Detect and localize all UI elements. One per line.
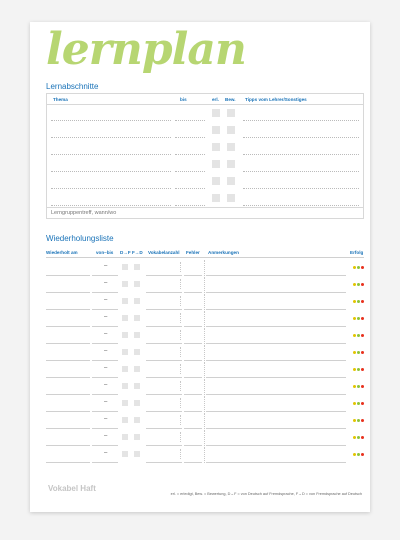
table-row — [46, 260, 364, 276]
erfolg-rating[interactable] — [352, 419, 364, 422]
d-to-f-checkbox[interactable] — [122, 264, 128, 270]
table-row — [47, 122, 363, 138]
erfolg-rating[interactable] — [352, 368, 364, 371]
erfolg-dot-icon[interactable] — [357, 402, 360, 405]
range-dash: – — [104, 263, 108, 269]
erfolg-dot-icon[interactable] — [357, 436, 360, 439]
d-to-f-checkbox[interactable] — [122, 332, 128, 338]
table-row — [46, 447, 364, 463]
erfolg-dot-icon[interactable] — [353, 368, 356, 371]
erfolg-dot-icon[interactable] — [357, 266, 360, 269]
d-to-f-checkbox[interactable] — [122, 434, 128, 440]
erfolg-dot-icon[interactable] — [357, 419, 360, 422]
table-row — [47, 105, 363, 121]
bewertung-checkbox[interactable] — [227, 109, 235, 117]
section-heading-lernabschnitte: Lernabschnitte — [46, 82, 99, 91]
f-to-d-checkbox[interactable] — [134, 349, 140, 355]
erfolg-rating[interactable] — [352, 266, 364, 269]
erledigt-checkbox[interactable] — [212, 194, 220, 202]
erfolg-rating[interactable] — [352, 283, 364, 286]
range-dash: – — [104, 416, 108, 422]
erfolg-dot-icon[interactable] — [353, 436, 356, 439]
erfolg-dot-icon[interactable] — [357, 334, 360, 337]
bewertung-checkbox[interactable] — [227, 194, 235, 202]
table-row — [47, 173, 363, 189]
range-dash: – — [104, 348, 108, 354]
table-row — [46, 311, 364, 327]
table-row — [47, 139, 363, 155]
bewertung-checkbox[interactable] — [227, 126, 235, 134]
column-header-erl: erl. — [212, 97, 219, 102]
erfolg-dot-icon[interactable] — [357, 283, 360, 286]
erfolg-dot-icon[interactable] — [361, 385, 364, 388]
table-row — [47, 156, 363, 172]
range-dash: – — [104, 433, 108, 439]
erfolg-dot-icon[interactable] — [353, 419, 356, 422]
table-row — [46, 362, 364, 378]
table-row — [46, 413, 364, 429]
publisher-logo: Vokabel Haft — [48, 484, 96, 493]
erfolg-dot-icon[interactable] — [361, 419, 364, 422]
f-to-d-checkbox[interactable] — [134, 451, 140, 457]
table-row — [46, 345, 364, 361]
column-header-vokabelanzahl: Vokabelanzahl — [148, 250, 180, 255]
legend-note: erl. = erledigt, Bew. = Bewertung, D→F = von Deutsch auf Fremdsprache, F→D = von Fremdsprache auf Deutsch — [170, 492, 362, 496]
erfolg-rating[interactable] — [352, 385, 364, 388]
erledigt-checkbox[interactable] — [212, 143, 220, 151]
erfolg-dot-icon[interactable] — [353, 300, 356, 303]
lernabschnitte-table — [46, 93, 364, 219]
table-row — [46, 328, 364, 344]
lerngruppentreff-label: Lerngruppentreff, wann/wo — [51, 210, 117, 216]
range-dash: – — [104, 314, 108, 320]
footer-divider — [47, 207, 363, 208]
section-heading-wiederholungsliste: Wiederholungsliste — [46, 234, 114, 243]
table-row — [46, 430, 364, 446]
range-dash: – — [104, 280, 108, 286]
erfolg-dot-icon[interactable] — [357, 453, 360, 456]
erfolg-dot-icon[interactable] — [353, 334, 356, 337]
erfolg-dot-icon[interactable] — [353, 453, 356, 456]
d-to-f-checkbox[interactable] — [122, 298, 128, 304]
erfolg-dot-icon[interactable] — [361, 283, 364, 286]
range-dash: – — [104, 399, 108, 405]
range-dash: – — [104, 365, 108, 371]
erfolg-dot-icon[interactable] — [353, 402, 356, 405]
column-header-erfolg: Erfolg — [350, 250, 364, 255]
erfolg-dot-icon[interactable] — [361, 368, 364, 371]
erfolg-dot-icon[interactable] — [361, 436, 364, 439]
erfolg-dot-icon[interactable] — [353, 317, 356, 320]
header-divider — [46, 257, 364, 258]
f-to-d-checkbox[interactable] — [134, 434, 140, 440]
d-to-f-checkbox[interactable] — [122, 315, 128, 321]
erfolg-rating[interactable] — [352, 453, 364, 456]
erfolg-rating[interactable] — [352, 300, 364, 303]
f-to-d-checkbox[interactable] — [134, 264, 140, 270]
bewertung-checkbox[interactable] — [227, 160, 235, 168]
table-row — [46, 396, 364, 412]
d-to-f-checkbox[interactable] — [122, 366, 128, 372]
erfolg-dot-icon[interactable] — [357, 351, 360, 354]
column-header-symbols: D→F F→D — [120, 250, 143, 255]
erfolg-dot-icon[interactable] — [361, 300, 364, 303]
erfolg-dot-icon[interactable] — [361, 453, 364, 456]
column-header-bew: Bew. — [225, 97, 236, 102]
erfolg-rating[interactable] — [352, 436, 364, 439]
range-dash: – — [104, 382, 108, 388]
worksheet-page — [30, 22, 370, 512]
column-header-wiederholt: Wiederholt am — [46, 250, 78, 255]
d-to-f-checkbox[interactable] — [122, 281, 128, 287]
erfolg-dot-icon[interactable] — [353, 385, 356, 388]
f-to-d-checkbox[interactable] — [134, 298, 140, 304]
d-to-f-checkbox[interactable] — [122, 451, 128, 457]
f-to-d-checkbox[interactable] — [134, 400, 140, 406]
f-to-d-checkbox[interactable] — [134, 366, 140, 372]
column-header-anmerkungen: Anmerkungen — [208, 250, 239, 255]
f-to-d-checkbox[interactable] — [134, 281, 140, 287]
table-row — [46, 294, 364, 310]
d-to-f-checkbox[interactable] — [122, 383, 128, 389]
erledigt-checkbox[interactable] — [212, 177, 220, 185]
erfolg-dot-icon[interactable] — [353, 351, 356, 354]
f-to-d-checkbox[interactable] — [134, 383, 140, 389]
erfolg-dot-icon[interactable] — [357, 317, 360, 320]
f-to-d-checkbox[interactable] — [134, 332, 140, 338]
erfolg-rating[interactable] — [352, 334, 364, 337]
erfolg-dot-icon[interactable] — [357, 385, 360, 388]
table-row — [46, 379, 364, 395]
erledigt-checkbox[interactable] — [212, 126, 220, 134]
range-dash: – — [104, 297, 108, 303]
erfolg-rating[interactable] — [352, 351, 364, 354]
erfolg-dot-icon[interactable] — [361, 266, 364, 269]
table-row — [46, 277, 364, 293]
column-header-tipps: Tipps vom Lehrer/Sonstiges — [245, 97, 307, 102]
erfolg-dot-icon[interactable] — [361, 351, 364, 354]
erfolg-dot-icon[interactable] — [353, 266, 356, 269]
erfolg-dot-icon[interactable] — [357, 368, 360, 371]
erfolg-dot-icon[interactable] — [361, 334, 364, 337]
table-row — [47, 190, 363, 206]
erfolg-dot-icon[interactable] — [353, 283, 356, 286]
d-to-f-checkbox[interactable] — [122, 349, 128, 355]
erfolg-dot-icon[interactable] — [361, 317, 364, 320]
erfolg-rating[interactable] — [352, 317, 364, 320]
range-dash: – — [104, 450, 108, 456]
bewertung-checkbox[interactable] — [227, 143, 235, 151]
f-to-d-checkbox[interactable] — [134, 315, 140, 321]
bewertung-checkbox[interactable] — [227, 177, 235, 185]
erfolg-dot-icon[interactable] — [361, 402, 364, 405]
page-title: lernplan — [46, 24, 246, 75]
d-to-f-checkbox[interactable] — [122, 400, 128, 406]
f-to-d-checkbox[interactable] — [134, 417, 140, 423]
erledigt-checkbox[interactable] — [212, 109, 220, 117]
column-header-von-bis: von–bis — [96, 250, 114, 255]
d-to-f-checkbox[interactable] — [122, 417, 128, 423]
column-header-thema: Thema — [53, 97, 68, 102]
erledigt-checkbox[interactable] — [212, 160, 220, 168]
erfolg-dot-icon[interactable] — [357, 300, 360, 303]
range-dash: – — [104, 331, 108, 337]
erfolg-rating[interactable] — [352, 402, 364, 405]
column-header-bis: bis — [180, 97, 187, 102]
column-header-fehler: Fehler — [186, 250, 200, 255]
